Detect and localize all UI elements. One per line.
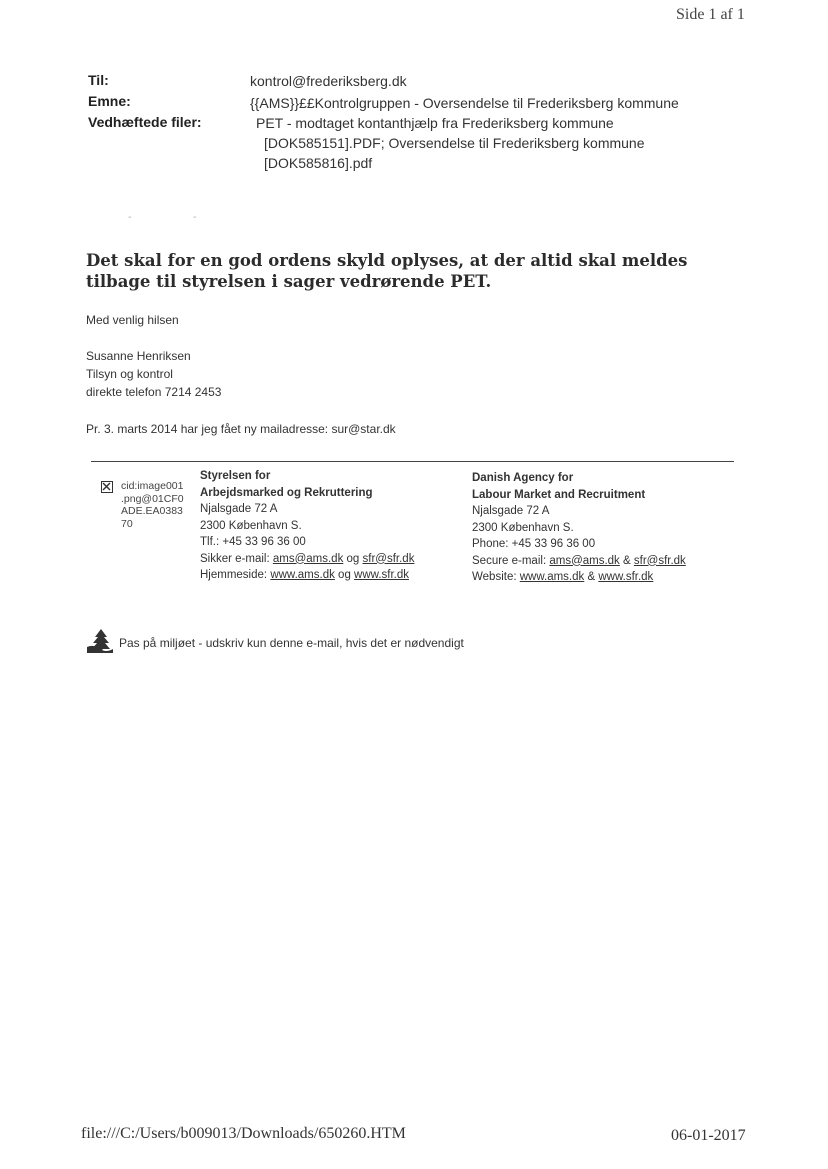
org-web: Hjemmeside: www.ams.dk og www.sfr.dk	[200, 569, 410, 581]
footer-file-path: file:///C:/Users/b009013/Downloads/650260.HTM	[81, 1125, 406, 1142]
org-web: Website: www.ams.dk & www.sfr.dk	[472, 571, 654, 583]
attachment-line: [DOK585151].PDF; Oversendelse til Frederiksberg kommune	[264, 135, 645, 151]
org-email: Sikker e-mail: ams@ams.dk og sfr@sfr.dk	[200, 552, 415, 565]
subject-value: {{AMS}}££Kontrolgruppen - Oversendelse til Frederiksberg kommune	[250, 95, 679, 111]
email-link[interactable]: ams@ams.dk	[272, 552, 344, 565]
org-city: 2300 København S.	[200, 519, 302, 532]
org-name: Styrelsen for	[200, 470, 271, 482]
org-name: Danish Agency for	[472, 472, 574, 484]
broken-image-icon	[101, 481, 113, 493]
web-link[interactable]: www.sfr.dk	[354, 569, 410, 581]
org-name: Arbejdsmarked og Rekruttering	[200, 486, 373, 499]
page-number: Side 1 af 1	[676, 6, 745, 23]
to-label: Til:	[88, 72, 109, 88]
org-email: Secure e-mail: ams@ams.dk & sfr@sfr.dk	[472, 554, 686, 567]
org-phone: Tlf.: +45 33 96 36 00	[200, 536, 306, 548]
org-street: Njalsgade 72 A	[200, 503, 278, 515]
signature-name: Susanne Henriksen	[86, 349, 191, 363]
signature-department: Tilsyn og kontrol	[86, 367, 173, 381]
org-street: Njalsgade 72 A	[472, 505, 550, 517]
eco-notice: Pas på miljøet - udskriv kun denne e-mail, hvis det er nødvendigt	[119, 636, 464, 650]
dash-mark: -	[193, 212, 197, 223]
tree-icon	[86, 628, 114, 658]
attachment-line: PET - modtaget kontanthjælp fra Frederiksberg kommune	[256, 115, 614, 131]
image-placeholder-text: cid:image001 .png@01CF0 ADE.EA0383 70	[121, 480, 184, 530]
attachment-line: [DOK585816].pdf	[264, 155, 373, 171]
org-block-english	[472, 470, 686, 586]
attachments-label: Vedhæftede filer:	[88, 114, 202, 130]
web-link[interactable]: www.sfr.dk	[598, 571, 654, 583]
org-city: 2300 København S.	[472, 521, 574, 534]
to-value: kontrol@frederiksberg.dk	[250, 73, 407, 89]
org-phone: Phone: +45 33 96 36 00	[472, 538, 596, 550]
email-link[interactable]: ams@ams.dk	[549, 554, 620, 567]
web-link[interactable]: www.ams.dk	[519, 571, 585, 583]
mail-change-notice: Pr. 3. marts 2014 har jeg fået ny mailadresse: sur@star.dk	[86, 422, 396, 436]
email-link[interactable]: sfr@sfr.dk	[362, 552, 415, 565]
headline: Det skal for en god ordens skyld oplyses, at der altid skal meldes tilbage til styrelsen i sager vedrørende PET.	[86, 251, 688, 291]
org-block-danish	[200, 468, 414, 584]
divider	[91, 461, 734, 462]
org-name: Labour Market and Recruitment	[472, 488, 646, 501]
greeting: Med venlig hilsen	[86, 313, 179, 327]
web-link[interactable]: www.ams.dk	[270, 569, 335, 581]
dash-mark: -	[128, 212, 132, 223]
subject-label: Emne:	[88, 93, 131, 109]
signature-phone: direkte telefon 7214 2453	[86, 385, 222, 399]
email-link[interactable]: sfr@sfr.dk	[633, 554, 686, 567]
footer-date: 06-01-2017	[671, 1127, 746, 1144]
